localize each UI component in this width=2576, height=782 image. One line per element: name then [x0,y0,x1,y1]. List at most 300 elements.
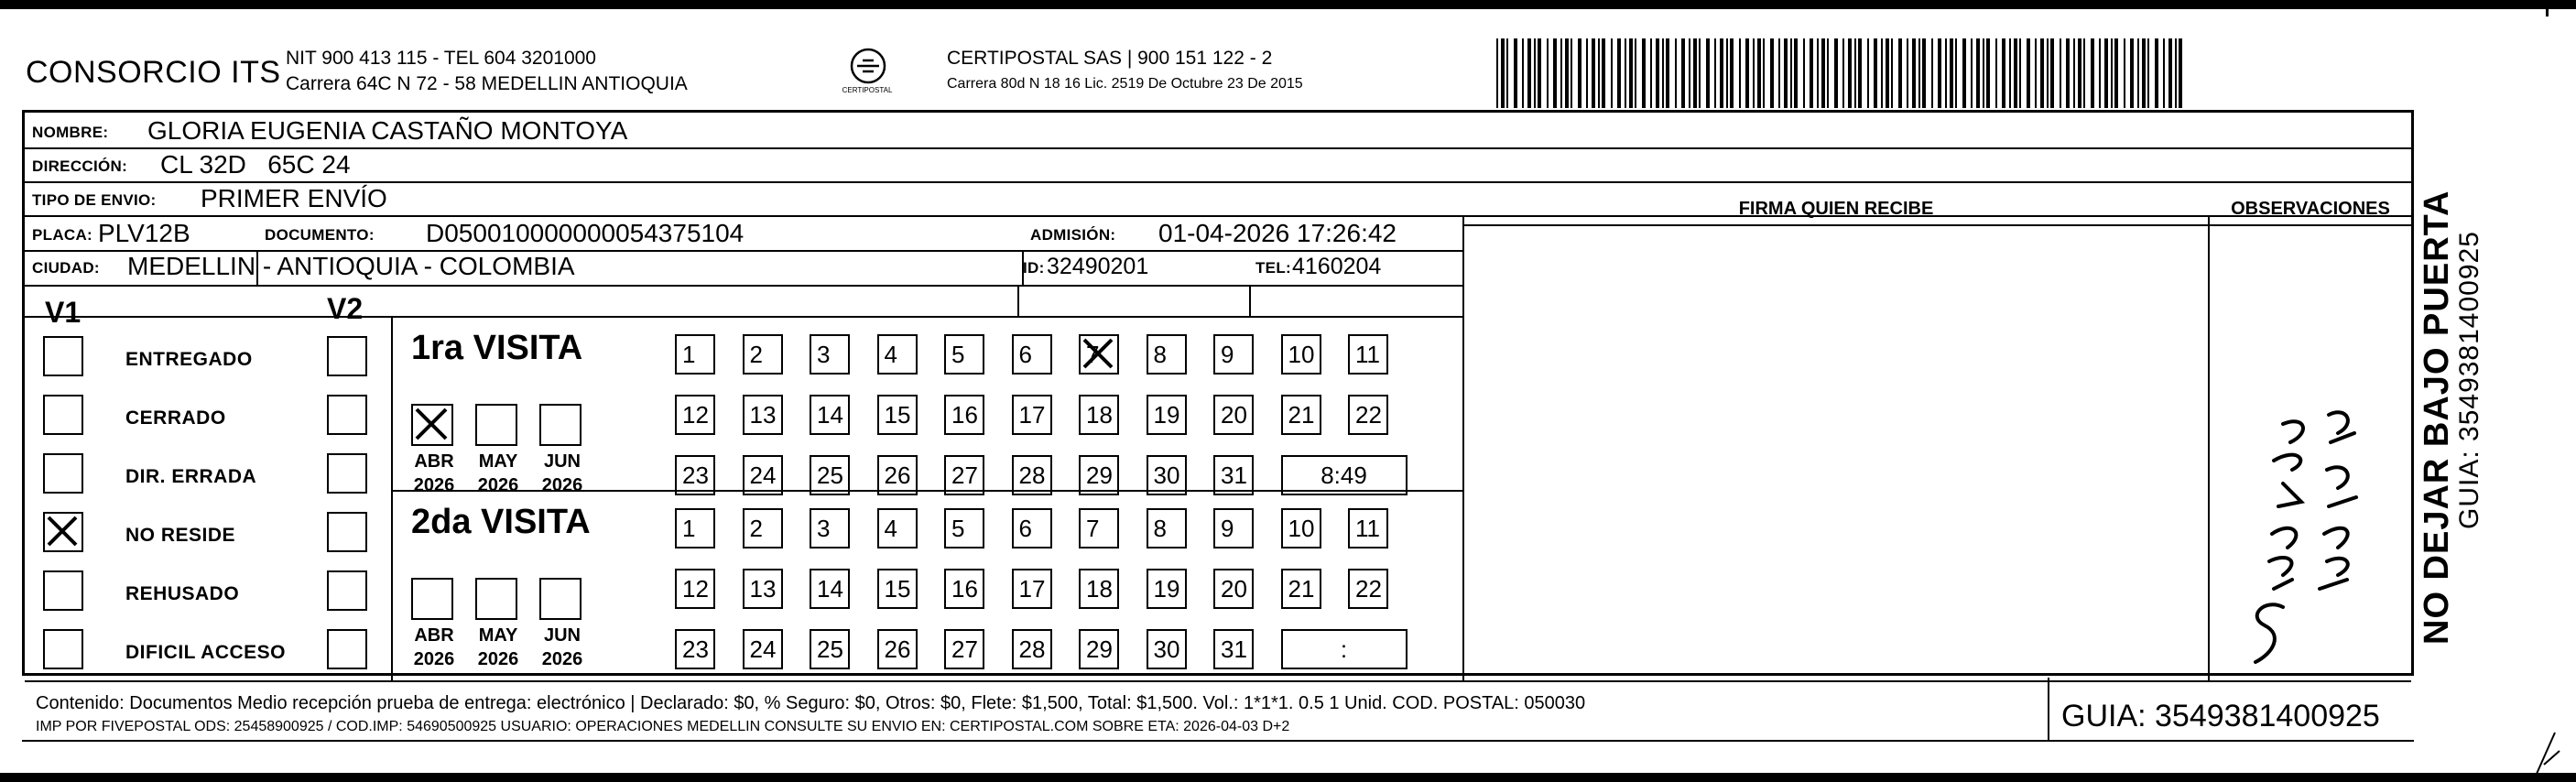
barcode-bar [1858,38,1862,108]
barcode-bar [2073,38,2075,108]
barcode-bar [2078,38,2081,108]
barcode-bar [1848,38,1852,108]
month-checkbox[interactable] [411,404,453,446]
day-number: 28 [1018,462,1046,489]
barcode-bar [1586,38,1588,108]
day-box[interactable] [1079,629,1119,669]
barcode-bar [1602,38,1605,108]
day-number: 20 [1221,575,1247,603]
barcode-bar [1547,38,1549,108]
day-box[interactable] [1079,508,1119,548]
barcode-bar [1675,38,1677,108]
v2-header: V2 [327,292,364,325]
month-checkbox[interactable] [475,404,517,446]
v1-checkbox[interactable] [43,629,83,669]
barcode-bar [1598,38,1600,108]
barcode-bar [2163,38,2165,108]
day-box[interactable] [743,334,783,375]
placa-label: PLACA: [32,226,93,244]
v1-checkbox[interactable] [43,395,83,435]
barcode-bar [1527,38,1531,108]
day-number: 23 [682,462,709,489]
admision-value: 01-04-2026 17:26:42 [1158,219,1397,247]
barcode-bar [1650,38,1652,108]
admision-label: ADMISIÓN: [1030,226,1116,244]
row-divider [25,181,2411,183]
day-number: 9 [1221,341,1234,368]
status-label: DIR. ERRADA [125,466,257,487]
day-box[interactable] [675,455,715,495]
day-number: 4 [884,341,897,368]
month-checkbox[interactable] [539,404,582,446]
day-box[interactable] [877,508,918,548]
day-box[interactable] [1348,508,1388,548]
certipostal-name: CERTIPOSTAL SAS | 900 151 122 - 2 [947,48,1273,69]
day-number: 26 [884,462,911,489]
barcode-bar [1955,38,1957,108]
month-label [530,450,594,497]
day-box[interactable] [743,395,783,435]
barcode-bar [1986,38,1990,108]
month-label [466,450,530,497]
barcode-bar [1578,38,1581,108]
check-x-icon [413,406,451,444]
day-box[interactable] [675,569,715,609]
day-number: 10 [1288,341,1315,368]
month-year: 2026 [477,649,519,669]
day-number: 31 [1221,635,1247,663]
barcode-bar [1656,38,1659,108]
barcode-bar [1757,38,1761,108]
barcode-bar [1898,38,1902,108]
barcode-bar [1739,38,1741,108]
day-box[interactable] [810,395,850,435]
barcode-bar [1629,38,1633,108]
footer-guia: GUIA: 3549381400925 [2061,699,2380,733]
time-box[interactable]: : [1281,629,1408,669]
v2-checkbox[interactable] [327,395,367,435]
day-box[interactable] [877,395,918,435]
col-divider [1462,215,1464,680]
day-number: 16 [951,575,978,603]
day-number: 3 [817,341,831,368]
day-number: 3 [817,515,831,542]
day-box[interactable] [944,629,984,669]
barcode-bar [1706,38,1710,108]
visita-title: 2da VISITA [411,503,591,541]
v2-checkbox[interactable] [327,629,367,669]
day-number: 30 [1153,462,1180,489]
month-year: 2026 [541,475,583,495]
day-box[interactable] [944,395,984,435]
id-value: 32490201 [1047,254,1149,279]
barcode-bar [1745,38,1749,108]
barcode-bar [1922,38,1926,108]
barcode-bar [1514,38,1517,108]
month-label [402,624,466,671]
day-number: 22 [1355,575,1382,603]
month-name: JUN [543,451,581,472]
day-box[interactable] [743,455,783,495]
nombre-value: GLORIA EUGENIA CASTAÑO MONTOYA [147,116,628,145]
day-number: 21 [1288,575,1315,603]
barcode-bar [2142,38,2146,108]
day-number: 4 [884,515,897,542]
day-box[interactable] [1281,569,1321,609]
check-x-icon [1081,336,1117,373]
day-number: 15 [884,575,911,603]
v2-checkbox[interactable] [327,453,367,494]
v1-checkbox[interactable] [43,570,83,611]
day-box[interactable] [1213,334,1254,375]
day-box[interactable] [877,629,918,669]
day-box[interactable] [1079,569,1119,609]
observaciones-header: OBSERVACIONES [2231,199,2390,219]
barcode-bar [2168,38,2172,108]
barcode-bar [1995,38,1997,108]
barcode-bar [2124,38,2125,108]
barcode-bar [1496,38,1498,108]
day-box[interactable] [1213,629,1254,669]
month-label [530,624,594,671]
day-box[interactable] [1348,334,1388,375]
barcode-bar [1810,38,1813,108]
barcode-bar [1560,38,1562,108]
status-label: REHUSADO [125,583,240,604]
observaciones-handwriting [2219,287,2402,671]
day-number: 14 [817,575,843,603]
status-label: CERRADO [125,407,226,429]
barcode-bar [1666,38,1669,108]
company-name: CONSORCIO ITS [26,55,281,90]
id-label: ID: [1023,259,1045,277]
time-box[interactable]: 8:49 [1281,455,1408,495]
day-box[interactable] [1213,395,1254,435]
barcode-bar [1874,38,1877,108]
day-box[interactable] [810,508,850,548]
barcode-bar [2060,38,2061,108]
barcode-bar [1642,38,1646,108]
barcode-bar [1950,38,1953,108]
day-box[interactable] [944,455,984,495]
barcode-bar [2147,38,2149,108]
day-number: 11 [1355,515,1380,542]
month-year: 2026 [477,475,519,495]
barcode-bar [1553,38,1557,108]
nombre-label: NOMBRE: [32,124,109,141]
day-number: 5 [951,341,965,368]
barcode-bar [1538,38,1541,108]
barcode-bar [2155,38,2158,108]
day-box[interactable] [1012,508,1052,548]
status-label: ENTREGADO [125,349,253,370]
day-number: 26 [884,635,911,663]
day-box[interactable] [1281,395,1321,435]
company-nit-tel: NIT 900 413 115 - TEL 604 3201000 [286,48,596,69]
day-box[interactable] [944,334,984,375]
day-box[interactable] [1348,569,1388,609]
tipo-envio-label: TIPO DE ENVIO: [32,191,157,209]
day-number: 11 [1355,341,1380,368]
day-number: 18 [1086,575,1113,603]
day-box[interactable] [877,455,918,495]
month-checkbox[interactable] [539,578,582,620]
barcode-bar [1501,38,1505,108]
no-dejar-bajo-puerta: NO DEJAR BAJO PUERTA [2418,190,2456,645]
day-number: 22 [1355,401,1382,429]
day-box[interactable] [810,629,850,669]
documento-label: DOCUMENTO: [265,226,375,244]
v2-checkbox[interactable] [327,336,367,376]
barcode-bar [1534,38,1536,108]
v2-checkbox[interactable] [327,512,367,552]
day-number: 21 [1288,401,1315,429]
day-number: 8 [1153,515,1167,542]
barcode-bar [1790,38,1792,108]
day-box[interactable] [877,334,918,375]
day-number: 24 [749,462,777,489]
day-number: 10 [1288,515,1315,542]
day-number: 2 [749,515,763,542]
day-number: 24 [749,635,777,663]
barcode-bar [2009,38,2011,108]
day-box[interactable] [1012,569,1052,609]
barcode-bar [2104,38,2108,108]
day-box[interactable] [1213,455,1254,495]
v1-checkbox[interactable] [43,512,83,552]
barcode-bar [1976,38,1980,108]
day-box[interactable] [1213,569,1254,609]
barcode-bar [1617,38,1621,108]
footer-contenido: Contenido: Documentos Medio recepción prueba de entrega: electrónico | Declarado: $0, % Seguro: $0, Otros: $0, Flete: $1,500, Total: $1,500. Vol.: 1*1*1. 0.5 1 Unid. COD. POSTAL: 050030 [36,693,1586,713]
barcode-bar [1681,38,1685,108]
firma-header: FIRMA QUIEN RECIBE [1738,199,1934,219]
certipostal-logo-text: CERTIPOSTAL [842,86,893,94]
month-year: 2026 [413,475,455,495]
barcode-bar [1945,38,1947,108]
month-label [402,450,466,497]
row-divider [1462,224,2411,226]
day-box[interactable] [1079,334,1119,375]
row-divider [25,285,1462,287]
col-divider [391,316,393,680]
v2-checkbox[interactable] [327,570,367,611]
barcode-bar [2014,38,2017,108]
day-box[interactable] [1012,395,1052,435]
day-number: 5 [951,515,965,542]
barcode-bar [1784,38,1788,108]
month-year: 2026 [541,649,583,669]
day-box[interactable] [1147,629,1187,669]
day-number: 29 [1086,635,1113,663]
barcode-bar [1763,38,1765,108]
delivery-form [22,110,2414,734]
day-number: 30 [1153,635,1180,663]
month-checkbox[interactable] [411,578,453,620]
day-number: 9 [1221,515,1234,542]
day-box[interactable] [1079,455,1119,495]
day-number: 1 [682,515,696,542]
day-box[interactable] [1079,395,1119,435]
barcode-bar [1592,38,1595,108]
placa-value: PLV12B [98,219,190,247]
barcode [1496,38,2185,108]
day-box[interactable] [675,629,715,669]
barcode-bar [1506,38,1508,108]
barcode-bar [1635,38,1636,108]
day-number: 28 [1018,635,1046,663]
day-number: 29 [1086,462,1113,489]
day-box[interactable] [1147,455,1187,495]
day-box[interactable] [810,334,850,375]
day-box[interactable] [944,508,984,548]
month-label [466,624,530,671]
day-box[interactable] [675,508,715,548]
barcode-bar [1794,38,1798,108]
barcode-bar [1827,38,1829,108]
day-number: 12 [682,575,709,603]
day-number: 6 [1018,515,1032,542]
day-number: 8 [1153,341,1167,368]
top-border [0,0,2576,9]
barcode-bar [1881,38,1883,108]
day-number: 6 [1018,341,1032,368]
barcode-bar [1907,38,1908,108]
day-box[interactable] [1348,395,1388,435]
day-number: 14 [817,401,843,429]
day-box[interactable] [1147,508,1187,548]
day-box[interactable] [1012,334,1052,375]
guia-divider [2048,678,2049,742]
barcode-bar [2175,38,2177,108]
day-number: 19 [1153,401,1180,429]
day-box[interactable] [1147,334,1187,375]
barcode-bar [1730,38,1734,108]
barcode-bar [2027,38,2030,108]
barcode-bar [1854,38,1856,108]
barcode-bar [2047,38,2049,108]
month-checkbox[interactable] [475,578,517,620]
barcode-bar [2002,38,2005,108]
barcode-bar [1720,38,1723,108]
day-number: 17 [1018,401,1046,429]
ciudad-value: MEDELLIN - ANTIOQUIA - COLOMBIA [127,252,575,280]
day-number: 13 [749,575,777,603]
direccion-label: DIRECCIÓN: [32,157,128,175]
barcode-bar [1714,38,1716,108]
day-number: 27 [951,635,978,663]
barcode-bar [1886,38,1889,108]
barcode-bar [1803,38,1805,108]
day-box[interactable] [810,569,850,609]
company-address: Carrera 64C N 72 - 58 MEDELLIN ANTIOQUIA [286,73,688,94]
barcode-bar [1693,38,1697,108]
day-box[interactable] [1147,395,1187,435]
barcode-bar [1726,38,1728,108]
day-number: 20 [1221,401,1247,429]
v1-checkbox[interactable] [43,453,83,494]
month-name: MAY [478,625,518,646]
day-number: 25 [817,462,843,489]
col-divider [2208,215,2210,680]
visita-title: 1ra VISITA [411,329,583,367]
day-box[interactable] [1012,629,1052,669]
barcode-bar [1689,38,1690,108]
day-box[interactable] [877,569,918,609]
barcode-bar [2091,38,2094,108]
day-number: 23 [682,635,709,663]
barcode-bar [2137,38,2139,108]
day-box[interactable] [743,508,783,548]
barcode-bar [1912,38,1916,108]
day-number: 2 [749,341,763,368]
documento-value: D050010000000054375104 [426,219,745,247]
barcode-bar [1662,38,1664,108]
day-box[interactable] [1012,455,1052,495]
ciudad-label: CIUDAD: [32,259,100,277]
month-name: MAY [478,451,518,472]
barcode-bar [1699,38,1701,108]
day-number: 25 [817,635,843,663]
day-box[interactable] [743,569,783,609]
side-guia: GUIA: 3549381400925 [2454,231,2484,529]
day-box[interactable] [1213,508,1254,548]
barcode-bar [1753,38,1755,108]
month-name: ABR [414,625,454,646]
status-label: NO RESIDE [125,525,236,546]
barcode-bar [1983,38,1984,108]
direccion-value: CL 32D 65C 24 [160,150,351,179]
barcode-bar [1565,38,1569,108]
barcode-bar [1842,38,1844,108]
day-number: 31 [1221,462,1247,489]
barcode-bar [2050,38,2054,108]
barcode-bar [1834,38,1838,108]
status-label: DIFICIL ACCESO [125,642,287,663]
day-box[interactable] [1281,508,1321,548]
v1-checkbox[interactable] [43,336,83,376]
day-box[interactable] [1281,334,1321,375]
day-box[interactable] [1147,569,1187,609]
day-number: 15 [884,401,911,429]
day-box[interactable] [944,569,984,609]
barcode-bar [1938,38,1941,108]
barcode-bar [1571,38,1572,108]
barcode-bar [1918,38,1920,108]
day-box[interactable] [810,455,850,495]
bottom-border [0,773,2576,782]
tel-label: TEL: [1255,259,1291,277]
barcode-bar [2114,38,2118,108]
barcode-bar [2019,38,2021,108]
tel-value: 4160204 [1292,254,1382,279]
day-number: 19 [1153,575,1180,603]
barcode-bar [1625,38,1626,108]
col-divider [1017,285,1019,316]
barcode-bar [2179,38,2182,108]
day-box[interactable] [675,334,715,375]
day-box[interactable] [675,395,715,435]
day-number: 7 [1086,341,1100,368]
footer-divider [25,680,2411,682]
day-number: 13 [749,401,777,429]
day-box[interactable] [743,629,783,669]
month-name: ABR [414,451,454,472]
barcode-bar [2111,38,2113,108]
barcode-bar [1778,38,1780,108]
barcode-bar [2040,38,2044,108]
barcode-bar [2099,38,2101,108]
